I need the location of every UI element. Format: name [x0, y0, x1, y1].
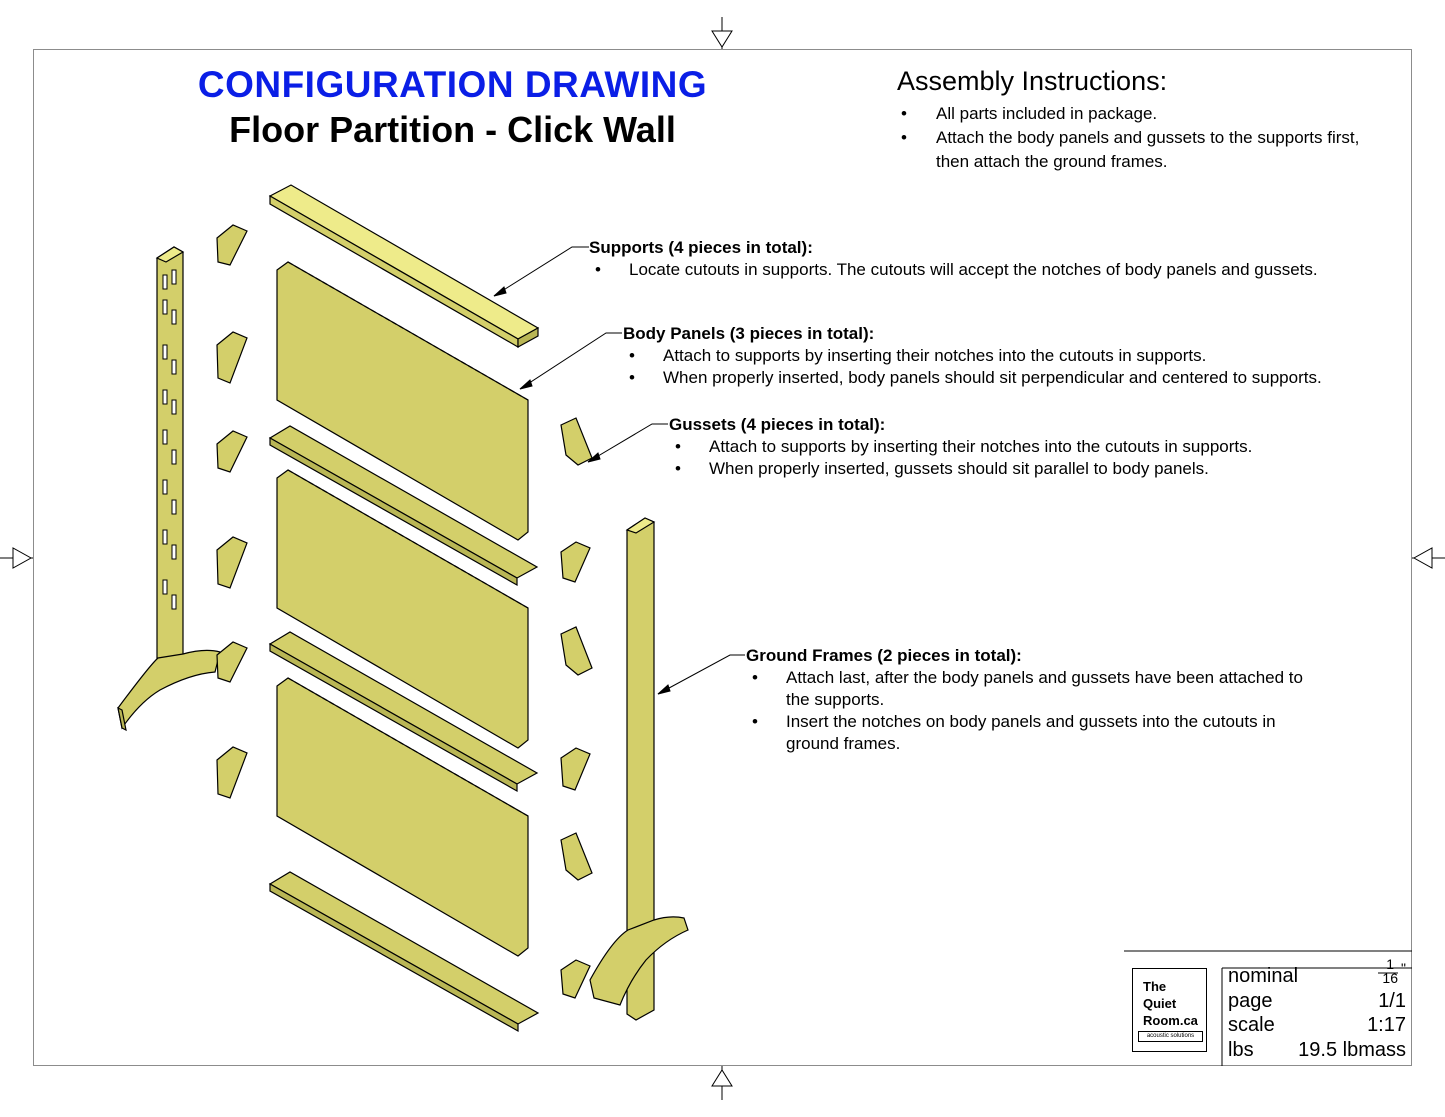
bullet: • [629, 368, 635, 387]
company-logo [1132, 968, 1207, 1052]
callout-heading: Supports (4 pieces in total): [589, 238, 813, 257]
logo-line: Quiet [1143, 996, 1177, 1011]
nominal-label: nominal [1228, 965, 1299, 987]
callout-item [623, 345, 1322, 367]
callout-item-text: Attach to supports by inserting their notches into the cutouts in supports. [709, 437, 1253, 456]
assembly-item-text: Attach the body panels and gussets to the supports first, [936, 128, 1360, 147]
bullet: • [595, 260, 601, 279]
callout-item-text: Insert the notches on body panels and gussets into the cutouts in [786, 712, 1276, 731]
logo-line: Room.ca [1143, 1013, 1198, 1028]
callout-item [669, 436, 1252, 458]
weight-value: 19.5 lbmass [1298, 1039, 1406, 1061]
callout-gussets [669, 414, 1252, 480]
callout-item-text: Attach to supports by inserting their notches into the cutouts in supports. [663, 346, 1207, 365]
callout-item [746, 667, 1303, 711]
callout-item-text: Attach last, after the body panels and gussets have been attached to [786, 668, 1303, 687]
nominal-denominator: 16 [1382, 970, 1398, 986]
callout-item-text: When properly inserted, body panels should sit perpendicular and centered to supports. [663, 368, 1322, 387]
right-support [590, 518, 688, 1020]
callout-item [746, 711, 1303, 755]
logo-line: The [1143, 979, 1167, 994]
weight-label: lbs [1228, 1039, 1254, 1061]
bullet: • [752, 712, 758, 731]
bullet: • [629, 346, 635, 365]
callout-item [589, 259, 1318, 281]
callout-ground-frames [746, 645, 1303, 755]
left-support [118, 247, 220, 730]
page-value: 1/1 [1378, 990, 1406, 1012]
assembly-item-text: then attach the ground frames. [936, 152, 1168, 171]
assembly-item [897, 102, 1407, 126]
bullet: • [752, 668, 758, 687]
page-label: page [1228, 990, 1273, 1012]
logo-tagline: acoustic solutions [1138, 1031, 1203, 1042]
assembly-item-text: All parts included in package. [936, 104, 1158, 123]
callout-body-panels [623, 323, 1322, 389]
callout-item-text: the supports. [786, 690, 885, 709]
callout-item [669, 458, 1252, 480]
drawing-title: CONFIGURATION DRAWING [197, 64, 708, 105]
callout-item-text: Locate cutouts in supports. The cutouts will accept the notches of body panels and gussets. [629, 260, 1318, 279]
right-gussets [561, 418, 592, 998]
nominal-unit: " [1401, 960, 1406, 976]
nominal-numerator: 1 [1386, 956, 1394, 972]
drawing-subtitle: Floor Partition - Click Wall [229, 109, 676, 150]
bullet: • [675, 437, 681, 456]
callout-item [623, 367, 1322, 389]
scale-label: scale [1228, 1014, 1275, 1036]
assembly-instructions-title: Assembly Instructions: [897, 66, 1168, 96]
callout-item-text: ground frames. [786, 734, 901, 753]
assembly-item [897, 126, 1407, 174]
callout-heading: Body Panels (3 pieces in total): [623, 324, 875, 343]
callout-heading: Gussets (4 pieces in total): [669, 415, 886, 434]
scale-value: 1:17 [1367, 1014, 1406, 1036]
left-gussets [217, 225, 247, 798]
bullet: • [901, 128, 907, 147]
assembly-instructions-list [897, 102, 1407, 174]
bullet: • [675, 459, 681, 478]
callout-item-text: When properly inserted, gussets should sit parallel to body panels. [709, 459, 1209, 478]
callout-heading: Ground Frames (2 pieces in total): [746, 646, 1022, 665]
callout-supports [589, 237, 1318, 281]
title-block [1124, 950, 1410, 1065]
bullet: • [901, 104, 907, 123]
